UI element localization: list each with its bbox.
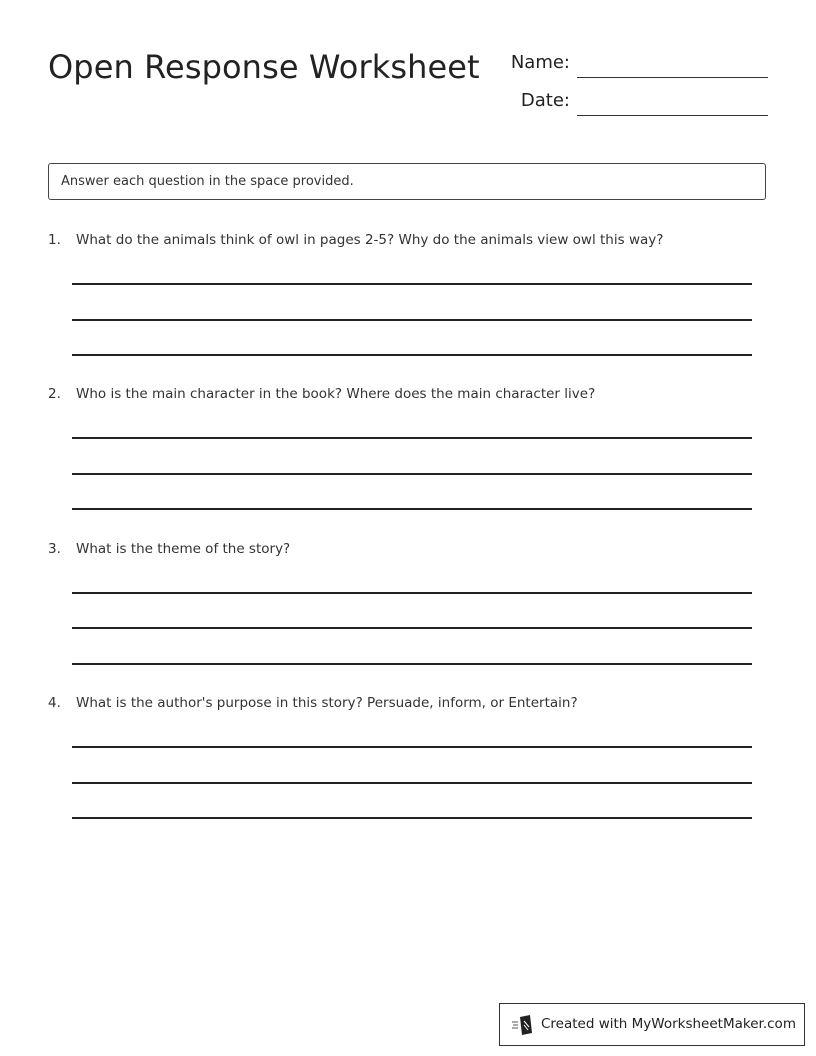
answer-line[interactable] [72, 627, 752, 629]
question-text: What is the author's purpose in this story? Persuade, inform, or Entertain? [76, 695, 578, 711]
page-title: Open Response Worksheet [48, 48, 480, 86]
answer-line[interactable] [72, 592, 752, 594]
footer-credit[interactable] [499, 1003, 805, 1046]
answer-line[interactable] [72, 473, 752, 475]
question-text: What do the animals think of owl in pages 2-5? Why do the animals view owl this way? [76, 232, 664, 248]
instructions-box [48, 163, 766, 200]
answer-line[interactable] [72, 319, 752, 321]
question-number: 4. [48, 695, 61, 711]
date-label: Date: [520, 90, 570, 111]
question-text: What is the theme of the story? [76, 541, 291, 557]
answer-line[interactable] [72, 746, 752, 748]
answer-line[interactable] [72, 508, 752, 510]
worksheet-maker-logo-icon [512, 1015, 534, 1035]
answer-line[interactable] [72, 283, 752, 285]
answer-line[interactable] [72, 782, 752, 784]
question-text: Who is the main character in the book? Where does the main character live? [76, 386, 596, 402]
name-label: Name: [510, 52, 570, 73]
question-number: 3. [48, 541, 61, 557]
answer-line[interactable] [72, 663, 752, 665]
question-number: 2. [48, 386, 61, 402]
name-field[interactable] [577, 77, 768, 78]
date-field[interactable] [577, 115, 768, 116]
answer-line[interactable] [72, 354, 752, 356]
question-number: 1. [48, 232, 61, 248]
instructions-text: Answer each question in the space provided. [61, 174, 354, 189]
footer-text: Created with MyWorksheetMaker.com [541, 1016, 796, 1032]
answer-line[interactable] [72, 817, 752, 819]
answer-line[interactable] [72, 437, 752, 439]
